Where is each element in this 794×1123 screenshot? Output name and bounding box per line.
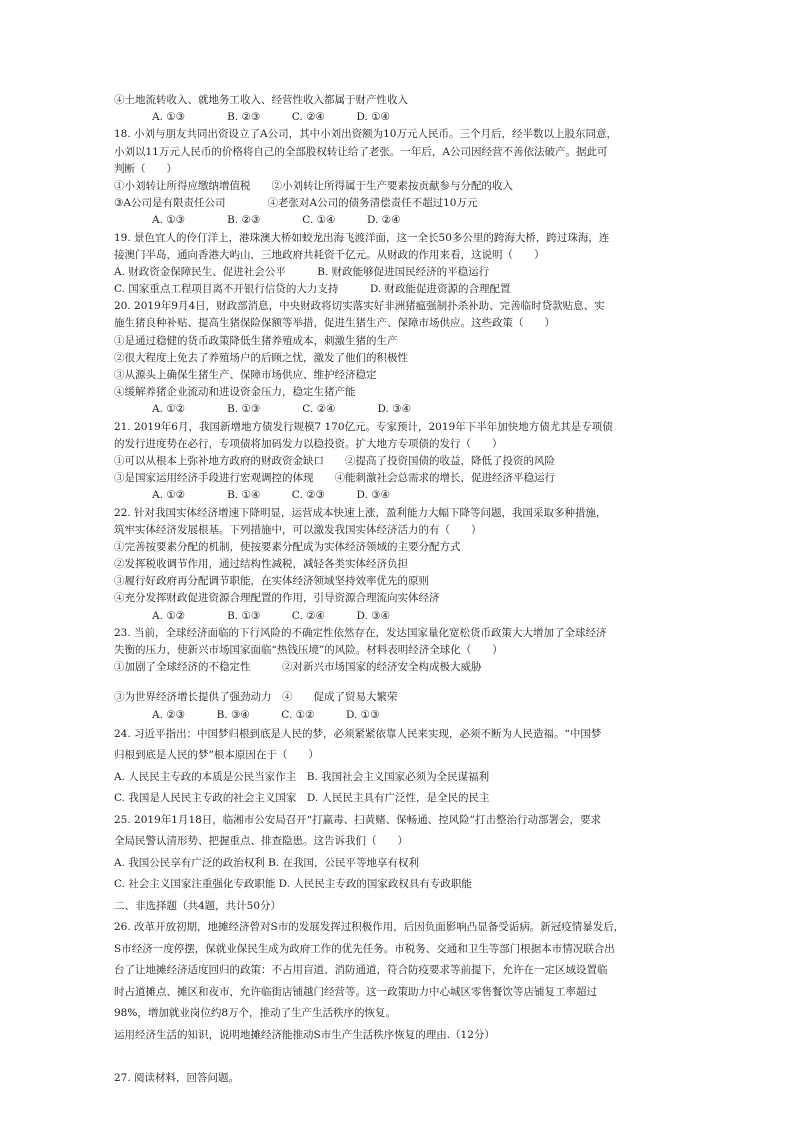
q22-stem-1: 22. 针对我国实体经济增速下降明显，运营成本快速上涨，盈利能力大幅下降等问题，我国采取多种措施， (114, 506, 607, 519)
q22-stem-2: 筑牢实体经济发展根基。下列措施中，可以激发我国实体经济活力的有（ ） (114, 523, 482, 536)
q20-option-2: ②很大程度上免去了养殖场户的后顾之忧，激发了他们的积极性 (114, 351, 408, 364)
q22-option-3: ③履行好政府再分配调节职能，在实体经济领域坚持效率优先的原则 (114, 575, 429, 588)
q26-para-1: 26. 改革开放初期，地摊经济曾对S市的发展发挥过积极作用，后因负面影响凸显备受诟病。新冠疫情暴发后， (114, 921, 625, 934)
q25-stem-1: 25. 2019年1月18日，临湘市公安局召开“打赢毒、扫黄赌、保畅通、控风险”打击整治行动部署会，要求 (114, 813, 602, 826)
section-2-heading: 二、非选择题（共4题，共计50分） (114, 899, 282, 912)
q19-options-cd: C. 国家重点工程项目离不开银行信贷的大力支持 D. 财政能促进资源的合理配置 (114, 283, 511, 296)
q20-stem-1: 20. 2019年9月4日，财政部消息，中央财政将切实落实好非洲猪瘟强制扑杀补助、完善临时贷款贴息、实 (114, 300, 605, 313)
q20-option-1: ①是通过稳健的货币政策降低生猪养殖成本，刺激生猪的生产 (114, 334, 398, 347)
q21-stem-2: 的发行进度势在必行，专项债将加码发力以稳投资。扩大地方专项债的发行（ ） (114, 437, 503, 450)
q24-options-ab: A. 人民民主专政的本质是公民当家作主 B. 我国社会主义国家必须为全民谋福利 (114, 770, 490, 783)
q25-stem-2: 全局民警认清形势、把握重点、排查隐患。这告诉我们（ ） (114, 835, 408, 848)
q23-stem-2: 失衡的压力，使新兴市场国家面临“热钱压境”的风险。材料表明经济全球化（ ） (114, 644, 503, 656)
q18-stem-3: 判断（ ） (114, 162, 177, 175)
q25-options-ab: A. 我国公民享有广泛的政治权利 B. 在我国，公民平等地享有权利 (114, 856, 419, 869)
q22-option-4: ④充分发挥财政促进资源合理配置的作用，引导资源合理流向实体经济 (114, 592, 440, 605)
q21-stem-1: 21. 2019年6月，我国新增地方债发行规模7 170亿元。专家预计，2019年下半年加快地方债尤其是专项债 (114, 420, 613, 433)
q23-options-12: ①加剧了全球经济的不稳定性 ②对新兴市场国家的经济安全构成极大威胁 (114, 661, 482, 674)
q18-options-34: ③A公司是有限责任公司 ④老张对A公司的债务清偿责任不超过10万元 (114, 197, 478, 210)
q26-para-5: 98%，增加就业岗位约8万个，推动了生产生活秩序的恢复。 (114, 1007, 397, 1020)
q24-stem-1: 24. 习近平指出：中国梦归根到底是人民的梦，必须紧紧依靠人民来实现，必须不断为人民造福。“中国梦 (114, 727, 602, 740)
exam-page (114, 92, 684, 1090)
q21-options-34: ③是国家运用经济手段进行宏观调控的体现 ④能刺激社会总需求的增长，促进经济平稳运行 (114, 472, 555, 485)
q20-option-4: ④缓解养猪企业流动和进设资金压力，稳定生猪产能 (114, 386, 356, 399)
q25-options-cd: C. 社会主义国家注重强化专政职能 D. 人民民主专政的国家政权具有专政职能 (114, 878, 472, 891)
q19-stem-1: 19. 景色宜人的伶仃洋上，港珠澳大桥如蛟龙出海飞渡洋面，这一全长50多公里的跨海大桥，跨过珠海，连 (114, 231, 610, 244)
q18-stem-2: 小刘以11万元人民币的价格将自己的全部股权转让给了老张。一年后，A公司因经营不善依法破产。据此可 (114, 145, 608, 158)
q18-stem-1: 18. 小刘与朋友共同出资设立了A公司，其中小刘出资额为10万元人民币。三个月后，经半数以上股东同意， (114, 128, 617, 141)
q24-options-cd: C. 我国是人民民主专政的社会主义国家 D. 人民民主具有广泛性，是全民的民主 (114, 792, 490, 805)
q23-options-34: ③为世界经济增长提供了强劲动力 ④ 促成了贸易大繁荣 (114, 691, 398, 704)
q21-answers: A. ①② B. ①④ C. ②③ D. ③④ (152, 489, 391, 502)
q22-option-1: ①完善按要素分配的机制，使按要素分配成为实体经济领域的主要分配方式 (114, 540, 461, 553)
q18-answers: A. ①③ B. ②③ C. ①④ D. ②④ (152, 214, 401, 227)
q23-stem-1: 23. 当前，全球经济面临的下行风险的不确定性依然存在，发达国家量化宽松货币政策大大增加了全球经济 (114, 626, 607, 639)
q19-stem-2: 接澳门半岛，通向香港大屿山，三地政府共耗资千亿元。从财政的作用来看，这说明（ ） (114, 248, 545, 261)
q24-stem-2: 归根到底是人民的梦”根本原因在于（ ） (114, 749, 319, 762)
q23-answers: A. ②③ B. ③④ C. ①② D. ①③ (152, 708, 380, 721)
q22-option-2: ②发挥税收调节作用，通过结构性减税，减轻各类实体经济负担 (114, 558, 408, 571)
q17-answers: A. ①③ B. ②③ C. ②④ D. ①④ (152, 111, 391, 124)
q19-options-ab: A. 财政资金保障民生、促进社会公平 B. 财政能够促进国民经济的平稳运行 (114, 265, 490, 278)
q18-options-12: ①小刘转让所得应缴纳增值税 ②小刘转让所得属于生产要素按贡献参与分配的收入 (114, 179, 513, 192)
q20-stem-2: 施生猪良种补贴、提高生猪保险保额等举措，促进生猪生产、保障市场供应。这些政策（ ） (114, 317, 555, 330)
q27-stem: 27. 阅读材料，回答问题。 (114, 1072, 240, 1085)
q26-para-4: 时占道摊点、摊区和夜市，允许临街店铺越门经营等。这一政策助力中心城区零售餐饮等店铺复工率超过 (114, 985, 597, 998)
q26-para-2: S市经济一度停摆，保就业保民生成为政府工作的优先任务。市税务、交通和卫生等部门根据本市情况联合出 (114, 942, 615, 955)
q17-option-4: ④土地流转收入、就地务工收入、经营性收入都属于财产性收入 (114, 94, 408, 106)
q21-options-12: ①可以从根本上弥补地方政府的财政资金缺口 ②提高了投资国债的收益，降低了投资的风险 (114, 454, 555, 467)
q20-option-3: ③从源头上确保生猪生产、保障市场供应、维护经济稳定 (114, 369, 377, 381)
q26-para-3: 台了让地摊经济适度回归的政策：不占用盲道、消防通道，符合防疫要求等前提下，允许在一定区域设置临 (114, 964, 608, 977)
q22-answers: A. ①② B. ①③ C. ②④ D. ③④ (152, 609, 391, 622)
q20-answers: A. ①② B. ①③ C. ②④ D. ③④ (152, 403, 412, 416)
q26-question: 运用经济生活的知识，说明地摊经济能推动S市生产生活秩序恢复的理由.（12分） (114, 1028, 495, 1041)
